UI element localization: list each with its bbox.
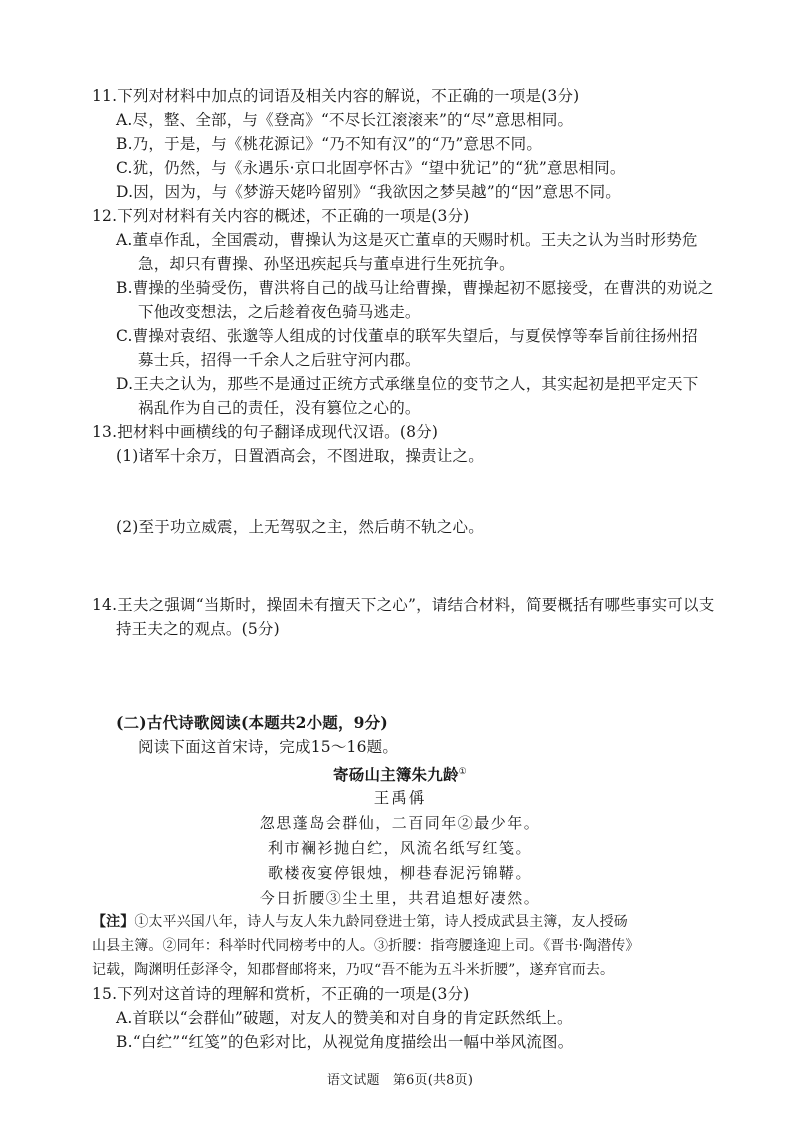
q13-stem: 13.把材料中画横线的句子翻译成现代汉语。(8分) (92, 423, 439, 441)
q12-option-b-line1: B.曹操的坐骑受伤，曹洪将自己的战马让给曹操，曹操起初不愿接受，在曹洪的劝说之 (116, 279, 714, 297)
q13-sentence-2: (2)至于功立威震，上无驾驭之主，然后萌不轨之心。 (116, 518, 484, 536)
poem-title-note-mark: ① (458, 767, 467, 777)
poem-line-2: 利市襕衫抛白纻，风流名纸写红笺。 (267, 839, 532, 857)
q11-option-a: A.尽，整、全部，与《登高》“不尽长江滚滚来”的“尽”意思相同。 (116, 111, 574, 129)
q15-stem: 15.下列对这首诗的理解和赏析，不正确的一项是(3分) (92, 985, 470, 1003)
poem-title (0, 762, 800, 785)
q12-option-a-line2: 急，却只有曹操、孙坚迅疾起兵与董卓进行生死抗争。 (138, 255, 515, 273)
note-text-1: ①太平兴国八年，诗人与友人朱九龄同登进士第，诗人授成武县主簿，友人授砀 (134, 914, 628, 930)
page-footer: 语文试题 第6页(共8页) (326, 1073, 474, 1088)
q13-sentence-1: (1)诸军十余万，日置酒高会，不图进取，操责让之。 (116, 447, 484, 465)
poem-note-line-3: 记载，陶渊明任彭泽令，知郡督邮将来，乃叹“吾不能为五斗米折腰”，遂弃官而去。 (92, 962, 615, 978)
poem-author: 王禹偁 (373, 789, 427, 807)
q11-option-d: D.因，因为，与《梦游天姥吟留别》“我欲因之梦吴越”的“因”意思不同。 (116, 183, 622, 201)
q14-line-2: 持王夫之的观点。(5分) (116, 620, 280, 638)
q12-option-b-line2: 下他改变想法，之后趁着夜色骑马逃走。 (138, 303, 421, 321)
q12-option-c-line2: 募士兵，招得一千余人之后驻守河内郡。 (138, 351, 421, 369)
section-intro: 阅读下面这首宋诗，完成15～16题。 (138, 738, 399, 756)
q12-option-a-line1: A.董卓作乱，全国震动，曹操认为这是灭亡董卓的天赐时机。王夫之认为当时形势危 (116, 231, 698, 249)
q12-stem: 12.下列对材料有关内容的概述，不正确的一项是(3分) (92, 207, 470, 225)
poem-note-line-2: 山县主簿。②同年：科举时代同榜考中的人。③折腰：指弯腰逢迎上司。《晋书·陶潜传》 (92, 938, 640, 954)
q12-option-d-line2: 祸乱作为自己的责任，没有篡位之心的。 (138, 399, 421, 417)
poem-line-1: 忽思蓬岛会群仙，二百同年②最少年。 (259, 814, 541, 832)
q12-option-d-line1: D.王夫之认为，那些不是通过正统方式承继皇位的变节之人，其实起初是把平定天下 (116, 375, 699, 393)
q11-stem: 11.下列对材料中加点的词语及相关内容的解说，不正确的一项是(3分) (92, 87, 580, 105)
poem-note-line-1 (92, 912, 628, 932)
note-label: 【注】 (92, 914, 135, 930)
q14-line-1: 14.王夫之强调“当斯时，操固未有擅天下之心”，请结合材料，简要概括有哪些事实可以支 (92, 596, 715, 614)
poem-title-text: 寄砀山主簿朱九龄 (333, 765, 459, 785)
q12-option-c-line1: C.曹操对袁绍、张邈等人组成的讨伐董卓的联军失望后，与夏侯惇等奉旨前往扬州招 (116, 327, 698, 345)
q15-option-a: A.首联以“会群仙”破题，对友人的赞美和对自身的肯定跃然纸上。 (116, 1009, 573, 1027)
poem-line-4: 今日折腰③尘土里，共君追想好凄然。 (259, 889, 541, 907)
q11-option-b: B.乃，于是，与《桃花源记》“乃不知有汉”的“乃”意思不同。 (116, 135, 543, 153)
poem-line-3: 歌楼夜宴停银烛，柳巷春泥污锦鞯。 (267, 864, 532, 882)
section-heading: (二)古代诗歌阅读(本题共2小题，9分) (116, 713, 388, 732)
q11-option-c: C.犹，仍然，与《永遇乐·京口北固亭怀古》“望中犹记”的“犹”意思相同。 (116, 159, 626, 177)
q15-option-b: B.“白纻”“红笺”的色彩对比，从视觉角度描绘出一幅中举风流图。 (116, 1033, 574, 1051)
